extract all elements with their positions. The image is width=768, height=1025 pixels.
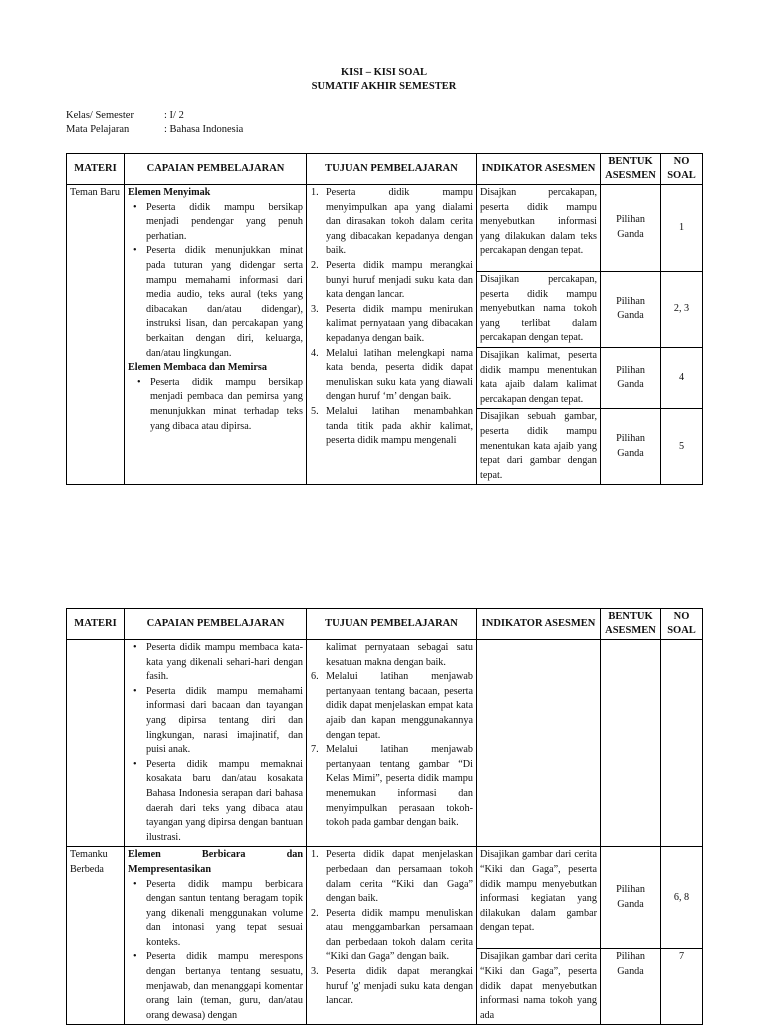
kisi-table-1 [66,153,703,485]
list-item: • Peserta didik mampu memaknai kosakata baru dan/atau kosakata Bahasa Indonesia serapan dari bahasa daerah dari teks yang dibaca atau tayangan yang dipirsa dengan bantuan ilustrasi. [146,758,303,846]
list-item: • Peserta didik menunjukkan minat pada tuturan yang didengar serta mampu memahami informasi dari media audio, teks aural (teks yang dibacakan dan/atau didengar), instruksi lisan, dan percakapan yang berkaitan dengan diri, keluarga, dan/atau lingkungan. [146,244,303,361]
col-no-soal: NO SOAL [661,154,703,185]
indikator-cell: Disajikan gambar dari cerita “Kiki dan Gaga”, peserta didik mampu menyebutkan informasi kegiatan yang dilakukan dalam gambar dengan tepat. [477,847,601,949]
list-item: 1. Peserta didik mampu menyimpulkan apa yang dialami dan dirasakan tokoh dalam cerita yang dibacakan kepadanya dengan baik. [311,187,473,257]
elemen-heading: Elemen Berbicara dan Mempresentasikan [128,849,303,875]
no-soal-cell: 5 [661,409,703,485]
col-tujuan: TUJUAN PEMBELAJARAN [307,609,477,640]
col-tujuan: TUJUAN PEMBELAJARAN [307,154,477,185]
doc-title: KISI – KISI SOAL [340,67,428,78]
capaian-cell [125,640,307,847]
list-item: • Peserta didik mampu membaca kata-kata yang dikenali sehari-hari dengan fasih. [146,641,303,685]
list-item: 6. Melalui latihan menjawab pertanyaan tentang bacaan, peserta didik dapat menjelaskan empat kata ajaib dan kapan menggunakannya dengan tepat. [311,671,473,741]
materi-cell: Temanku Berbeda [67,847,125,1025]
col-capaian: CAPAIAN PEMBELAJARAN [125,154,307,185]
list-item: 7. Melalui latihan menjawab pertanyaan tentang gambar “Di Kelas Mimi”, peserta didik mampu menemukan informasi dan menyimpulkan perasaan tokoh-tokoh pada gambar dengan baik. [311,744,473,829]
bentuk-cell: Pilihan Ganda [601,347,661,408]
tujuan-cell [307,847,477,1025]
indikator-cell: Disajkan percakapan, peserta didik mampu menyebutkan informasi yang dilakukan dalam teks percakapan dengan tepat. [477,185,601,272]
list-item: • Peserta didik mampu berbicara dengan santun tentang beragam topik yang dikenali menggunakan volume dan intonasi yang tepat sesuai konteks. [146,878,303,951]
capaian-cell [125,847,307,1025]
bentuk-cell: Pilihan Ganda [601,185,661,272]
indikator-cell: Disajikan sebuah gambar, peserta didik mampu menentukan kata ajaib yang tepat dari gambar dengan tepat. [477,409,601,485]
tujuan-cell [307,640,477,847]
col-bentuk: BENTUK ASESMEN [601,609,661,640]
col-bentuk: BENTUK ASESMEN [601,154,661,185]
capaian-cell [125,185,307,485]
meta-mapel [66,123,243,137]
elemen-heading: Elemen Menyimak [128,187,211,198]
indikator-cell [477,640,601,847]
list-item: 3. Peserta didik dapat merangkai huruf 'g' menjadi suku kata dengan lancar. [311,966,473,1007]
bentuk-cell: Pilihan Ganda [601,847,661,949]
list-item: 1. Peserta didik dapat menjelaskan perbedaan dan persamaan tokoh dalam cerita “Kiki dan Gaga” dengan baik. [311,849,473,905]
list-item: 4. Melalui latihan melengkapi nama kata benda, peserta didik dapat menuliskan suku kata yang diawali dengan huruf ‘m’ dengan baik. [311,347,473,403]
indikator-cell: Disajikan percakapan, peserta didik mampu menyebutkan nama tokoh yang terlibat dalam percakapan dengan tepat. [477,272,601,348]
list-item: • Peserta didik mampu bersikap menjadi pembaca dan pemirsa yang menunjukkan minat terhadap teks yang dibaca atau dipirsa. [150,376,303,434]
no-soal-cell: 4 [661,347,703,408]
kelas-value: : I/ 2 [164,110,184,121]
col-no-soal: NO SOAL [661,609,703,640]
col-capaian: CAPAIAN PEMBELAJARAN [125,609,307,640]
no-soal-cell: 2, 3 [661,272,703,348]
list-item: • Peserta didik mampu memahami informasi dari bacaan dan tayangan yang dipirsa tentang diri dan lingkungan, narasi imajinatif, dan puisi anak. [146,685,303,758]
no-soal-cell: 6, 8 [661,847,703,949]
table-header-row [67,609,703,640]
elemen-heading: Elemen Membaca dan Memirsa [128,362,267,374]
table-row [67,640,703,847]
list-item: 2. Peserta didik mampu menuliskan atau menggambarkan persamaan dan perbedaan tokoh dalam cerita “Kiki dan Gaga” dengan baik. [311,907,473,963]
table-row [67,847,703,949]
indikator-cell: Disajikan kalimat, peserta didik mampu menentukan kata ajaib dalam kalimat percakapan dengan tepat. [477,347,601,408]
table-header-row [67,154,703,185]
bentuk-cell: Pilihan Ganda [601,409,661,485]
mapel-value: : Bahasa Indonesia [164,124,244,135]
col-indikator: INDIKATOR ASESMEN [477,154,601,185]
bentuk-cell [601,640,661,847]
list-item: 2. Peserta didik mampu merangkai bunyi huruf menjadi suku kata dan kata dengan lancar. [311,259,473,301]
doc-subtitle: SUMATIF AKHIR SEMESTER [311,81,457,92]
no-soal-cell: 7 [661,949,703,1025]
list-item: • Peserta didik mampu merespons dengan bertanya tentang sesuatu, menjawab, dan menanggapi komentar orang lain (teman, guru, dan/atau orang dewasa) dengan [146,950,303,1023]
meta-kelas [66,109,184,123]
bentuk-cell: Pilihan Ganda [601,949,661,1025]
col-materi: MATERI [67,154,125,185]
list-item: 5. Melalui latihan menambahkan tanda titik pada akhir kalimat, peserta didik mampu mengenali [311,405,473,447]
no-soal-cell: 1 [661,185,703,272]
kisi-table-2 [66,608,703,1025]
kelas-label: Kelas/ Semester [66,110,134,121]
list-item: • Peserta didik mampu bersikap menjadi pendengar yang penuh perhatian. [146,201,303,245]
mapel-label: Mata Pelajaran [66,124,130,135]
indikator-cell: Disajikan gambar dari cerita “Kiki dan Gaga”, peserta didik dapat menyebutkan informasi nama tokoh yang ada [477,949,601,1025]
bentuk-cell: Pilihan Ganda [601,272,661,348]
table-row [67,185,703,272]
materi-cell: Teman Baru [67,185,125,485]
list-item: 3. Peserta didik mampu menirukan kalimat pernyataan yang dibacakan kepadanya dengan baik. [311,303,473,344]
tujuan-cell [307,185,477,485]
col-indikator: INDIKATOR ASESMEN [477,609,601,640]
list-item-continued: kalimat pernyataan sebagai satu kesatuan makna dengan baik. [326,642,473,668]
col-materi: MATERI [67,609,125,640]
no-soal-cell [661,640,703,847]
materi-cell [67,640,125,847]
